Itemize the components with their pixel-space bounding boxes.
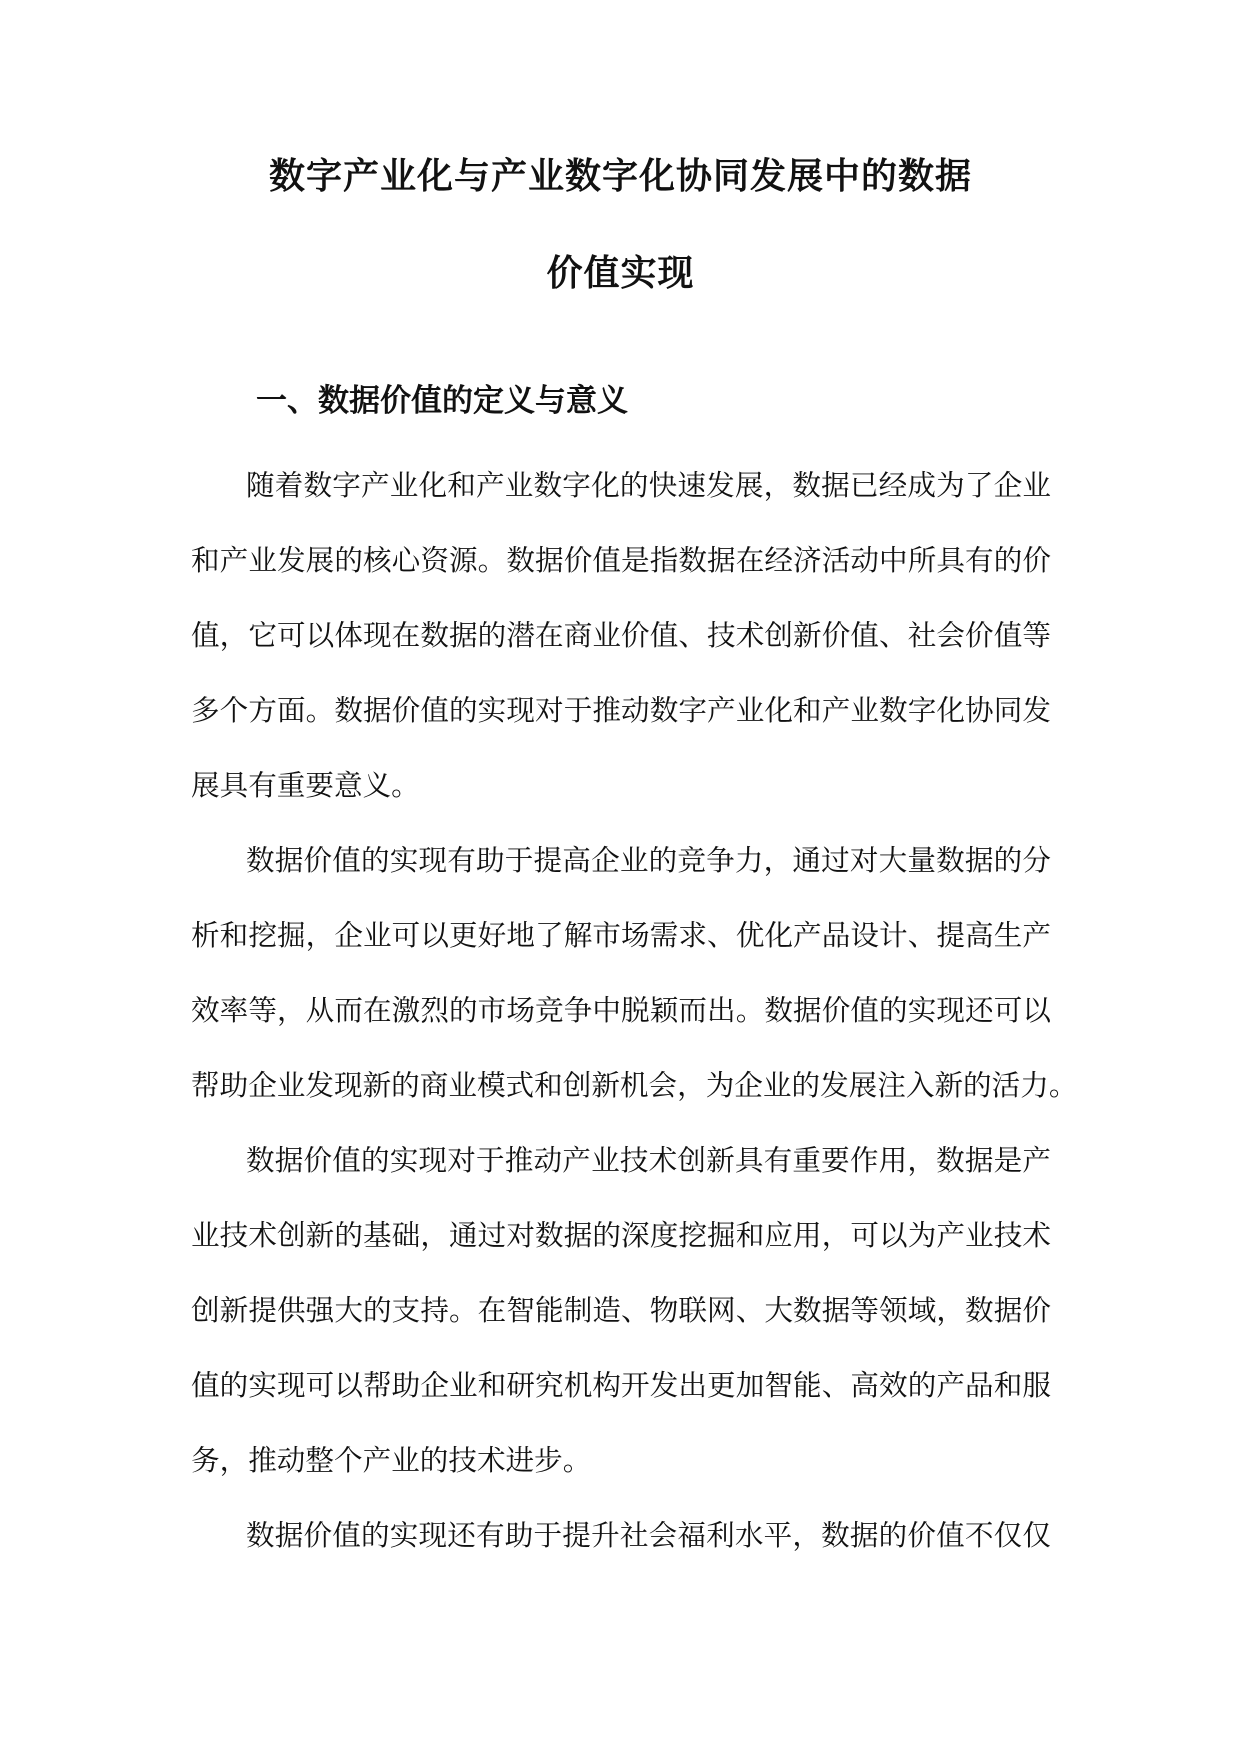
paragraph-2-line-3: 效率等，从而在激烈的市场竞争中脱颖而出。数据价值的实现还可以 bbox=[191, 993, 1051, 1027]
paragraph-3-line-3: 创新提供强大的支持。在智能制造、物联网、大数据等领域，数据价 bbox=[191, 1293, 1051, 1327]
paragraph-2-line-1: 数据价值的实现有助于提高企业的竞争力，通过对大量数据的分 bbox=[246, 843, 1051, 877]
document-title-line-1: 数字产业化与产业数字化协同发展中的数据 bbox=[268, 156, 972, 197]
section-heading: 一、数据价值的定义与意义 bbox=[256, 383, 628, 419]
paragraph-3-line-1: 数据价值的实现对于推动产业技术创新具有重要作用，数据是产 bbox=[246, 1143, 1051, 1177]
paragraph-3-line-2: 业技术创新的基础，通过对数据的深度挖掘和应用，可以为产业技术 bbox=[191, 1218, 1051, 1252]
paragraph-1-line-2: 和产业发展的核心资源。数据价值是指数据在经济活动中所具有的价 bbox=[191, 543, 1051, 577]
paragraph-3-line-5: 务，推动整个产业的技术进步。 bbox=[191, 1443, 592, 1477]
paragraph-2-line-2: 析和挖掘，企业可以更好地了解市场需求、优化产品设计、提高生产 bbox=[191, 918, 1051, 952]
document-title-line-2: 价值实现 bbox=[546, 253, 695, 294]
paragraph-1-line-4: 多个方面。数据价值的实现对于推动数字产业化和产业数字化协同发 bbox=[191, 693, 1051, 727]
paragraph-2-line-4: 帮助企业发现新的商业模式和创新机会，为企业的发展注入新的活力。 bbox=[191, 1068, 1078, 1102]
paragraph-1-line-5: 展具有重要意义。 bbox=[191, 768, 420, 802]
paragraph-1-line-3: 值，它可以体现在数据的潜在商业价值、技术创新价值、社会价值等 bbox=[191, 618, 1051, 652]
paragraph-1-line-1: 随着数字产业化和产业数字化的快速发展，数据已经成为了企业 bbox=[246, 468, 1051, 502]
paragraph-3-line-4: 值的实现可以帮助企业和研究机构开发出更加智能、高效的产品和服 bbox=[191, 1368, 1051, 1402]
paragraph-4-line-1: 数据价值的实现还有助于提升社会福利水平，数据的价值不仅仅 bbox=[246, 1518, 1051, 1552]
